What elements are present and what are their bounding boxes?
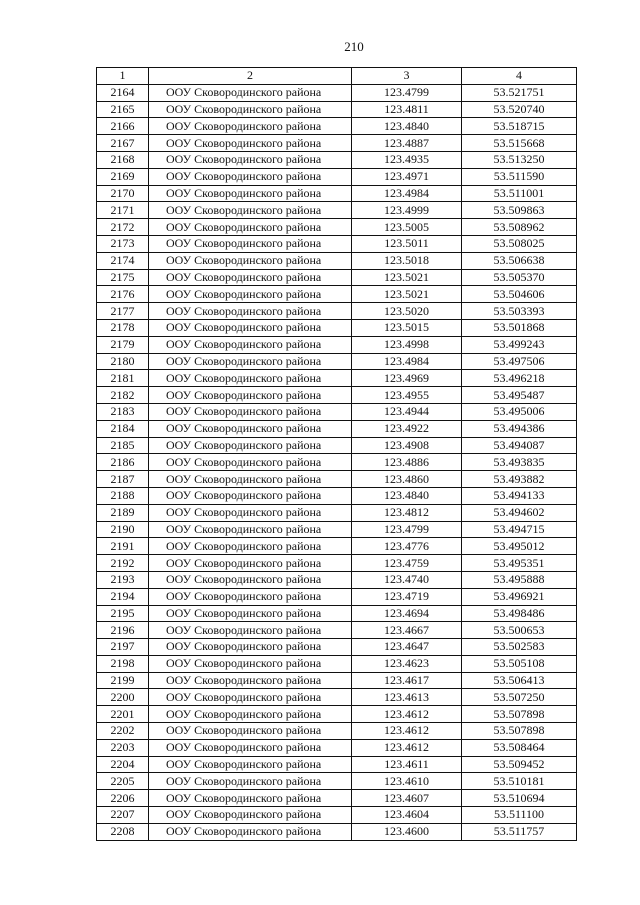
longitude-value: 123.4840 [352, 487, 462, 504]
organization-name: ООУ Сковородинского района [149, 235, 352, 252]
longitude-value: 123.4610 [352, 773, 462, 790]
longitude-value: 123.4604 [352, 807, 462, 824]
latitude-value: 53.494386 [462, 420, 577, 437]
latitude-value: 53.510181 [462, 773, 577, 790]
row-number: 2198 [97, 655, 149, 672]
longitude-value: 123.4984 [352, 185, 462, 202]
organization-name: ООУ Сковородинского района [149, 555, 352, 572]
longitude-value: 123.4971 [352, 168, 462, 185]
latitude-value: 53.500653 [462, 622, 577, 639]
latitude-value: 53.496921 [462, 588, 577, 605]
row-number: 2167 [97, 135, 149, 152]
latitude-value: 53.503393 [462, 303, 577, 320]
row-number: 2186 [97, 454, 149, 471]
row-number: 2207 [97, 807, 149, 824]
longitude-value: 123.4759 [352, 555, 462, 572]
longitude-value: 123.4955 [352, 387, 462, 404]
longitude-value: 123.4887 [352, 135, 462, 152]
organization-name: ООУ Сковородинского района [149, 823, 352, 840]
organization-name: ООУ Сковородинского района [149, 219, 352, 236]
table-body [97, 84, 577, 840]
latitude-value: 53.505108 [462, 655, 577, 672]
column-header-2: 2 [149, 68, 352, 85]
table-row [97, 286, 577, 303]
row-number: 2178 [97, 319, 149, 336]
table-row [97, 420, 577, 437]
latitude-value: 53.495487 [462, 387, 577, 404]
row-number: 2184 [97, 420, 149, 437]
table-row [97, 151, 577, 168]
longitude-value: 123.4811 [352, 101, 462, 118]
latitude-value: 53.505370 [462, 269, 577, 286]
latitude-value: 53.494602 [462, 504, 577, 521]
table-row [97, 739, 577, 756]
latitude-value: 53.520740 [462, 101, 577, 118]
organization-name: ООУ Сковородинского района [149, 303, 352, 320]
organization-name: ООУ Сковородинского района [149, 689, 352, 706]
longitude-value: 123.5015 [352, 319, 462, 336]
latitude-value: 53.506638 [462, 252, 577, 269]
organization-name: ООУ Сковородинского района [149, 571, 352, 588]
table-row [97, 790, 577, 807]
row-number: 2173 [97, 235, 149, 252]
longitude-value: 123.4607 [352, 790, 462, 807]
organization-name: ООУ Сковородинского района [149, 135, 352, 152]
row-number: 2182 [97, 387, 149, 404]
organization-name: ООУ Сковородинского района [149, 487, 352, 504]
organization-name: ООУ Сковородинского района [149, 286, 352, 303]
row-number: 2164 [97, 84, 149, 101]
organization-name: ООУ Сковородинского района [149, 672, 352, 689]
latitude-value: 53.511757 [462, 823, 577, 840]
table-row [97, 655, 577, 672]
row-number: 2188 [97, 487, 149, 504]
organization-name: ООУ Сковородинского района [149, 151, 352, 168]
table-row [97, 555, 577, 572]
latitude-value: 53.493835 [462, 454, 577, 471]
organization-name: ООУ Сковородинского района [149, 706, 352, 723]
organization-name: ООУ Сковородинского района [149, 185, 352, 202]
table-row [97, 454, 577, 471]
row-number: 2172 [97, 219, 149, 236]
organization-name: ООУ Сковородинского района [149, 723, 352, 740]
latitude-value: 53.495006 [462, 403, 577, 420]
latitude-value: 53.507898 [462, 706, 577, 723]
latitude-value: 53.494133 [462, 487, 577, 504]
organization-name: ООУ Сковородинского района [149, 471, 352, 488]
longitude-value: 123.4969 [352, 370, 462, 387]
row-number: 2185 [97, 437, 149, 454]
row-number: 2177 [97, 303, 149, 320]
table-header-row [97, 68, 577, 85]
longitude-value: 123.4617 [352, 672, 462, 689]
row-number: 2183 [97, 403, 149, 420]
table-row [97, 219, 577, 236]
row-number: 2179 [97, 336, 149, 353]
table-row [97, 672, 577, 689]
longitude-value: 123.4719 [352, 588, 462, 605]
organization-name: ООУ Сковородинского района [149, 353, 352, 370]
table-row [97, 521, 577, 538]
organization-name: ООУ Сковородинского района [149, 269, 352, 286]
row-number: 2180 [97, 353, 149, 370]
row-number: 2165 [97, 101, 149, 118]
latitude-value: 53.508025 [462, 235, 577, 252]
organization-name: ООУ Сковородинского района [149, 622, 352, 639]
latitude-value: 53.493882 [462, 471, 577, 488]
longitude-value: 123.5011 [352, 235, 462, 252]
organization-name: ООУ Сковородинского района [149, 319, 352, 336]
table-row [97, 118, 577, 135]
row-number: 2199 [97, 672, 149, 689]
table-row [97, 437, 577, 454]
latitude-value: 53.508464 [462, 739, 577, 756]
organization-name: ООУ Сковородинского района [149, 773, 352, 790]
row-number: 2200 [97, 689, 149, 706]
longitude-value: 123.5020 [352, 303, 462, 320]
row-number: 2196 [97, 622, 149, 639]
longitude-value: 123.4799 [352, 84, 462, 101]
organization-name: ООУ Сковородинского района [149, 437, 352, 454]
organization-name: ООУ Сковородинского района [149, 739, 352, 756]
latitude-value: 53.515668 [462, 135, 577, 152]
longitude-value: 123.4999 [352, 202, 462, 219]
table-row [97, 202, 577, 219]
organization-name: ООУ Сковородинского района [149, 639, 352, 656]
row-number: 2201 [97, 706, 149, 723]
latitude-value: 53.509863 [462, 202, 577, 219]
organization-name: ООУ Сковородинского района [149, 101, 352, 118]
latitude-value: 53.509452 [462, 756, 577, 773]
longitude-value: 123.4740 [352, 571, 462, 588]
table-row [97, 168, 577, 185]
table-row [97, 807, 577, 824]
longitude-value: 123.4623 [352, 655, 462, 672]
table-row [97, 84, 577, 101]
organization-name: ООУ Сковородинского района [149, 790, 352, 807]
latitude-value: 53.507250 [462, 689, 577, 706]
row-number: 2205 [97, 773, 149, 790]
latitude-value: 53.495012 [462, 538, 577, 555]
row-number: 2190 [97, 521, 149, 538]
longitude-value: 123.5005 [352, 219, 462, 236]
table-row [97, 723, 577, 740]
table-row [97, 370, 577, 387]
latitude-value: 53.504606 [462, 286, 577, 303]
table-row [97, 639, 577, 656]
row-number: 2197 [97, 639, 149, 656]
longitude-value: 123.4944 [352, 403, 462, 420]
latitude-value: 53.501868 [462, 319, 577, 336]
latitude-value: 53.510694 [462, 790, 577, 807]
table-row [97, 487, 577, 504]
row-number: 2176 [97, 286, 149, 303]
longitude-value: 123.4694 [352, 605, 462, 622]
row-number: 2187 [97, 471, 149, 488]
row-number: 2170 [97, 185, 149, 202]
organization-name: ООУ Сковородинского района [149, 521, 352, 538]
longitude-value: 123.5018 [352, 252, 462, 269]
row-number: 2191 [97, 538, 149, 555]
row-number: 2204 [97, 756, 149, 773]
longitude-value: 123.5021 [352, 269, 462, 286]
table-row [97, 269, 577, 286]
table-row [97, 471, 577, 488]
longitude-value: 123.4886 [352, 454, 462, 471]
table-row [97, 588, 577, 605]
row-number: 2208 [97, 823, 149, 840]
latitude-value: 53.502583 [462, 639, 577, 656]
organization-name: ООУ Сковородинского района [149, 403, 352, 420]
column-header-4: 4 [462, 68, 577, 85]
organization-name: ООУ Сковородинского района [149, 370, 352, 387]
latitude-value: 53.498486 [462, 605, 577, 622]
organization-name: ООУ Сковородинского района [149, 387, 352, 404]
longitude-value: 123.4612 [352, 739, 462, 756]
column-header-1: 1 [97, 68, 149, 85]
table-row [97, 336, 577, 353]
row-number: 2189 [97, 504, 149, 521]
organization-name: ООУ Сковородинского района [149, 807, 352, 824]
longitude-value: 123.4860 [352, 471, 462, 488]
longitude-value: 123.4908 [352, 437, 462, 454]
latitude-value: 53.518715 [462, 118, 577, 135]
longitude-value: 123.4840 [352, 118, 462, 135]
row-number: 2175 [97, 269, 149, 286]
latitude-value: 53.507898 [462, 723, 577, 740]
organization-name: ООУ Сковородинского района [149, 84, 352, 101]
table-row [97, 538, 577, 555]
latitude-value: 53.497506 [462, 353, 577, 370]
longitude-value: 123.4600 [352, 823, 462, 840]
longitude-value: 123.4613 [352, 689, 462, 706]
table-row [97, 689, 577, 706]
row-number: 2174 [97, 252, 149, 269]
table-row [97, 756, 577, 773]
longitude-value: 123.4776 [352, 538, 462, 555]
table-row [97, 706, 577, 723]
longitude-value: 123.4612 [352, 723, 462, 740]
table-row [97, 504, 577, 521]
organization-name: ООУ Сковородинского района [149, 655, 352, 672]
row-number: 2193 [97, 571, 149, 588]
row-number: 2202 [97, 723, 149, 740]
longitude-value: 123.4612 [352, 706, 462, 723]
table-row [97, 605, 577, 622]
organization-name: ООУ Сковородинского района [149, 538, 352, 555]
page-number: 210 [344, 39, 364, 54]
table-row [97, 823, 577, 840]
longitude-value: 123.4812 [352, 504, 462, 521]
row-number: 2192 [97, 555, 149, 572]
longitude-value: 123.4667 [352, 622, 462, 639]
latitude-value: 53.511001 [462, 185, 577, 202]
latitude-value: 53.508962 [462, 219, 577, 236]
organization-name: ООУ Сковородинского района [149, 118, 352, 135]
row-number: 2168 [97, 151, 149, 168]
latitude-value: 53.513250 [462, 151, 577, 168]
latitude-value: 53.494715 [462, 521, 577, 538]
table-row [97, 303, 577, 320]
table-row [97, 353, 577, 370]
row-number: 2206 [97, 790, 149, 807]
coordinates-table [96, 67, 577, 841]
row-number: 2171 [97, 202, 149, 219]
latitude-value: 53.521751 [462, 84, 577, 101]
longitude-value: 123.4998 [352, 336, 462, 353]
organization-name: ООУ Сковородинского района [149, 202, 352, 219]
longitude-value: 123.4647 [352, 639, 462, 656]
table-row [97, 185, 577, 202]
organization-name: ООУ Сковородинского района [149, 252, 352, 269]
table-row [97, 387, 577, 404]
organization-name: ООУ Сковородинского района [149, 756, 352, 773]
latitude-value: 53.511100 [462, 807, 577, 824]
latitude-value: 53.511590 [462, 168, 577, 185]
organization-name: ООУ Сковородинского района [149, 504, 352, 521]
table-row [97, 773, 577, 790]
longitude-value: 123.4935 [352, 151, 462, 168]
latitude-value: 53.494087 [462, 437, 577, 454]
longitude-value: 123.4799 [352, 521, 462, 538]
organization-name: ООУ Сковородинского района [149, 454, 352, 471]
table-row [97, 319, 577, 336]
latitude-value: 53.499243 [462, 336, 577, 353]
organization-name: ООУ Сковородинского района [149, 420, 352, 437]
table-row [97, 571, 577, 588]
table-row [97, 101, 577, 118]
organization-name: ООУ Сковородинского района [149, 168, 352, 185]
table-row [97, 135, 577, 152]
organization-name: ООУ Сковородинского района [149, 336, 352, 353]
row-number: 2195 [97, 605, 149, 622]
row-number: 2181 [97, 370, 149, 387]
row-number: 2203 [97, 739, 149, 756]
longitude-value: 123.4984 [352, 353, 462, 370]
table-row [97, 622, 577, 639]
table-row [97, 252, 577, 269]
latitude-value: 53.496218 [462, 370, 577, 387]
longitude-value: 123.4611 [352, 756, 462, 773]
row-number: 2194 [97, 588, 149, 605]
longitude-value: 123.4922 [352, 420, 462, 437]
latitude-value: 53.506413 [462, 672, 577, 689]
latitude-value: 53.495888 [462, 571, 577, 588]
row-number: 2166 [97, 118, 149, 135]
organization-name: ООУ Сковородинского района [149, 605, 352, 622]
table-row [97, 235, 577, 252]
row-number: 2169 [97, 168, 149, 185]
column-header-3: 3 [352, 68, 462, 85]
table-row [97, 403, 577, 420]
organization-name: ООУ Сковородинского района [149, 588, 352, 605]
latitude-value: 53.495351 [462, 555, 577, 572]
longitude-value: 123.5021 [352, 286, 462, 303]
